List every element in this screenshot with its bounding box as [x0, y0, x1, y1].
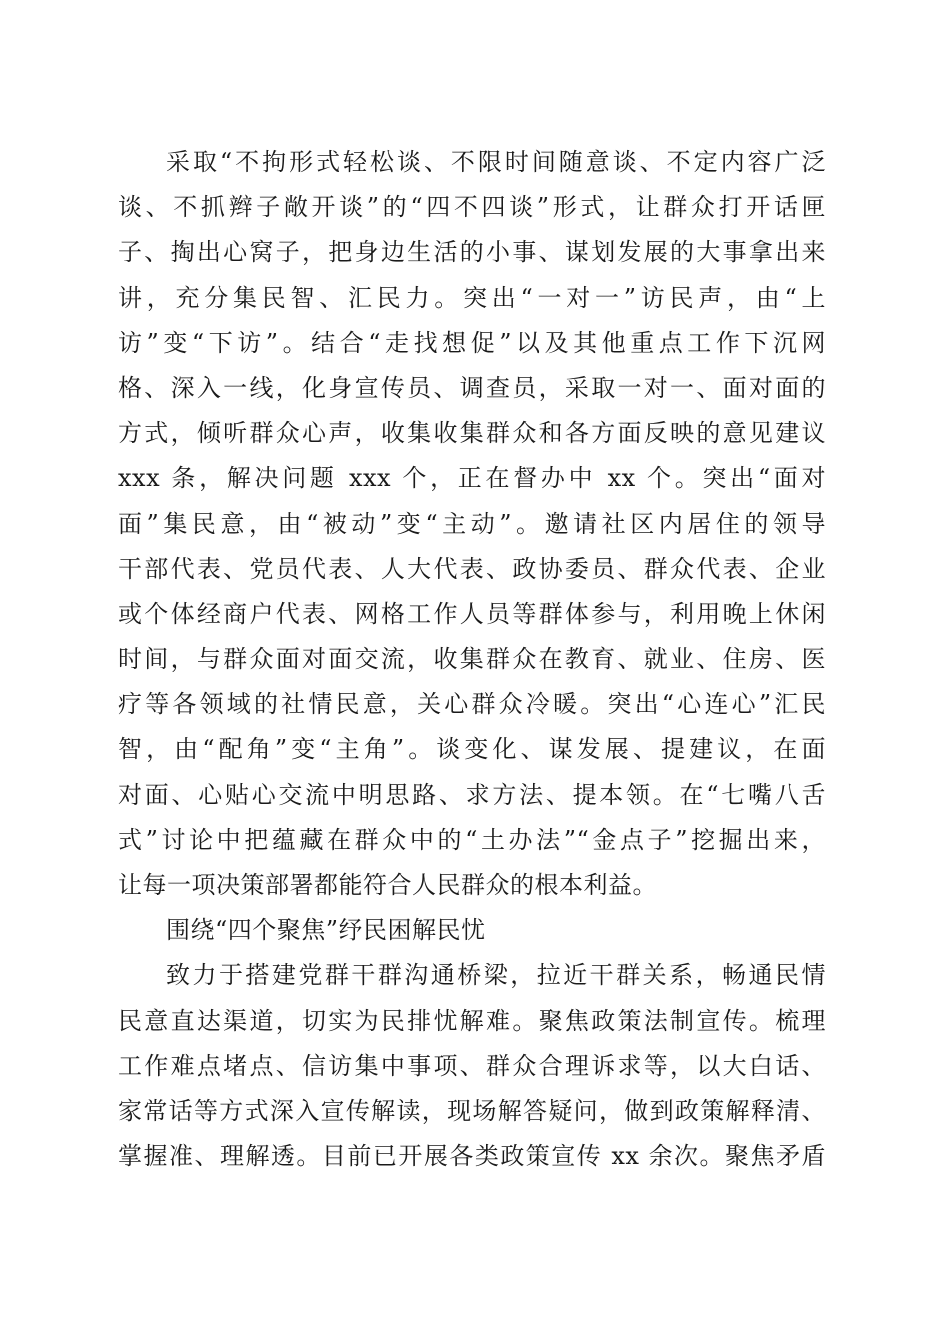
paragraph-1-line: 疗等各领域的社情民意，关心群众冷暖。突出“心连心”汇民 — [118, 690, 826, 719]
paragraph-1-line: 让每一项决策部署都能符合人民群众的根本利益。 — [118, 871, 657, 899]
paragraph-1-line: 智，由“配角”变“主角”。谈变化、谋发展、提建议，在面 — [118, 735, 826, 764]
paragraph-2-line: 家常话等方式深入宣传解读，现场解答疑问，做到政策解释清、 — [118, 1096, 826, 1125]
paragraph-1-line: 子、掏出心窝子，把身边生活的小事、谋划发展的大事拿出来 — [118, 238, 826, 267]
paragraph-1-line: 干部代表、党员代表、人大代表、政协委员、群众代表、企业 — [118, 554, 826, 583]
paragraph-2-line: 掌握准、理解透。目前已开展各类政策宣传 xx 余次。聚焦矛盾 — [118, 1142, 826, 1171]
paragraph-1-line: 面”集民意，由“被动”变“主动”。邀请社区内居住的领导 — [118, 509, 826, 538]
document-body — [118, 140, 826, 1179]
paragraph-2-line: 致力于搭建党群干群沟通桥梁，拉近干群关系，畅通民情 — [166, 961, 826, 990]
paragraph-1-line: 格、深入一线，化身宣传员、调查员，采取一对一、面对面的 — [118, 373, 826, 402]
paragraph-1-line: 时间，与群众面对面交流，收集群众在教育、就业、住房、医 — [118, 645, 826, 674]
section-heading: 围绕“四个聚焦”纾民困解民忧 — [166, 916, 486, 945]
paragraph-1-line: 访”变“下访”。结合“走找想促”以及其他重点工作下沉网 — [118, 328, 826, 357]
paragraph-1-line: 对面、心贴心交流中明思路、求方法、提本领。在“七嘴八舌 — [118, 780, 826, 809]
paragraph-1-line: 或个体经商户代表、网格工作人员等群体参与，利用晚上休闲 — [118, 599, 826, 628]
paragraph-1-line: 谈、不抓辫子敞开谈”的“四不四谈”形式，让群众打开话匣 — [118, 193, 826, 222]
paragraph-1-line: xxx 条，解决问题 xxx 个，正在督办中 xx 个。突出“面对 — [118, 464, 826, 493]
paragraph-2-line: 工作难点堵点、信访集中事项、群众合理诉求等，以大白话、 — [118, 1051, 826, 1080]
paragraph-1-line: 讲，充分集民智、汇民力。突出“一对一”访民声，由“上 — [118, 283, 826, 312]
paragraph-2-line: 民意直达渠道，切实为民排忧解难。聚焦政策法制宣传。梳理 — [118, 1006, 826, 1035]
paragraph-1-line: 采取“不拘形式轻松谈、不限时间随意谈、不定内容广泛 — [166, 148, 826, 176]
paragraph-1-line: 式”讨论中把蕴藏在群众中的“土办法”“金点子”挖掘出来， — [118, 825, 826, 854]
paragraph-1-line: 方式，倾听群众心声，收集收集群众和各方面反映的意见建议 — [118, 419, 826, 448]
